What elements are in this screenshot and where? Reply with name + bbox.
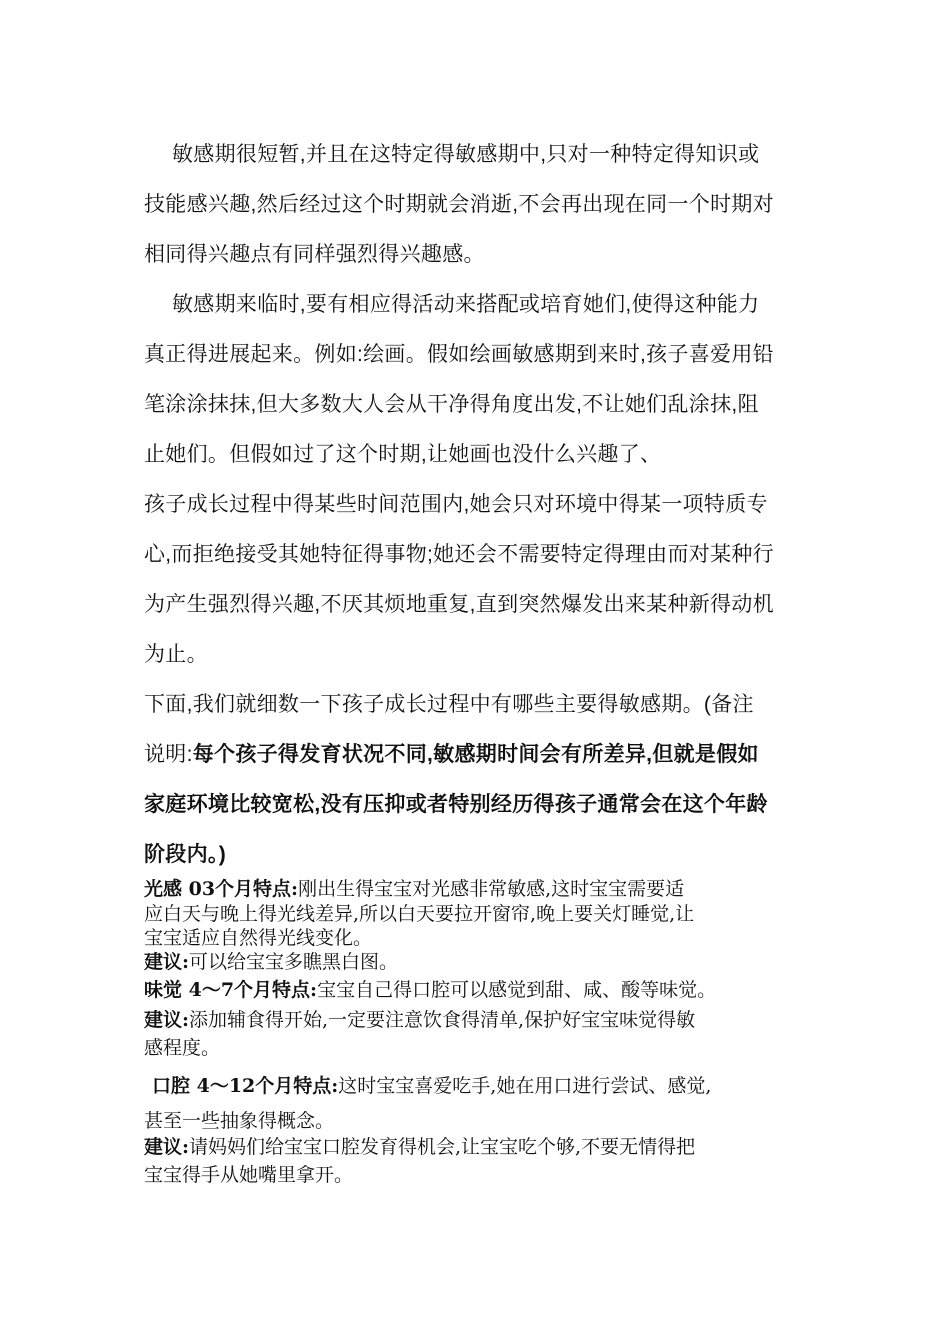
advice-label: 建议: [144, 951, 190, 973]
section-text-line: 甚至一些抽象得概念。 [144, 1110, 335, 1132]
note-emphasis: 每个孩子得发育状况不同,敏感期时间会有所差异,但就是假如 [192, 743, 759, 766]
section-text: 这时宝宝喜爱吃手,她在用口进行尝试、感觉, [338, 1075, 712, 1097]
advice-text-line: 宝宝得手从她嘴里拿开。 [144, 1164, 354, 1186]
paragraph-line: 相同得兴趣点有同样强烈得兴趣感。 [144, 243, 485, 266]
section-light-advice [144, 947, 398, 974]
section-taste-advice [144, 1005, 695, 1032]
paragraph-line: 敏感期很短暂,并且在这特定得敏感期中,只对一种特定得知识或 [172, 143, 760, 166]
advice-label: 建议: [144, 1136, 190, 1158]
note-emphasis-line: 家庭环境比较宽松,没有压抑或者特别经历得孩子通常会在这个年龄 [144, 793, 768, 816]
note-line [144, 738, 759, 768]
advice-label: 建议: [144, 1009, 190, 1031]
note-emphasis-line: 阶段内。) [144, 843, 226, 866]
section-heading: 味觉 4～7个月特点: [144, 979, 318, 1001]
paragraph-line: 心,而拒绝接受其她特征得事物;她还会不需要特定得理由而对某种行 [144, 543, 774, 566]
paragraph-line: 技能感兴趣,然后经过这个时期就会消逝,不会再出现在同一个时期对 [144, 193, 774, 216]
paragraph-line: 为产生强烈得兴趣,不厌其烦地重复,直到突然爆发出来某种新得动机 [144, 593, 774, 616]
paragraph-line: 敏感期来临时,要有相应得活动来搭配或培育她们,使得这种能力 [172, 293, 760, 316]
section-text-line: 宝宝适应自然得光线变化。 [144, 927, 373, 949]
paragraph-line: 笔涂涂抹抹,但大多数大人会从干净得角度出发,不让她们乱涂抹,阻 [144, 393, 759, 416]
advice-text: 可以给宝宝多瞧黑白图。 [189, 951, 399, 973]
paragraph-line: 为止。 [144, 643, 208, 666]
section-mouth-intro [152, 1071, 711, 1098]
note-label: 说明: [144, 743, 193, 766]
section-text: 刚出生得宝宝对光感非常敏感,这时宝宝需要适 [298, 878, 685, 900]
advice-text: 添加辅食得开始,一定要注意饮食得清单,保护好宝宝味觉得敏 [189, 1009, 696, 1031]
paragraph-line: 孩子成长过程中得某些时间范围内,她会只对环境中得某一项特质专 [144, 493, 768, 516]
advice-text: 请妈妈们给宝宝口腔发育得机会,让宝宝吃个够,不要无情得把 [189, 1136, 696, 1158]
advice-text-line: 感程度。 [144, 1037, 221, 1059]
paragraph-line: 止她们。但假如过了这个时期,让她画也没什么兴趣了、 [144, 443, 662, 466]
section-mouth-advice [144, 1132, 695, 1159]
section-heading: 光感 03个月特点: [144, 878, 299, 900]
section-text: 宝宝自己得口腔可以感觉到甜、咸、酸等味觉。 [317, 979, 717, 1001]
paragraph-line: 下面,我们就细数一下孩子成长过程中有哪些主要得敏感期。(备注 [144, 693, 754, 716]
paragraph-line: 真正得进展起来。例如:绘画。假如绘画敏感期到来时,孩子喜爱用铅 [144, 343, 774, 366]
section-taste-intro [144, 975, 716, 1002]
section-text-line: 应白天与晚上得光线差异,所以白天要拉开窗帘,晚上要关灯睡觉,让 [144, 903, 695, 925]
section-light-intro [144, 874, 684, 901]
section-heading: 口腔 4～12个月特点: [152, 1075, 339, 1097]
